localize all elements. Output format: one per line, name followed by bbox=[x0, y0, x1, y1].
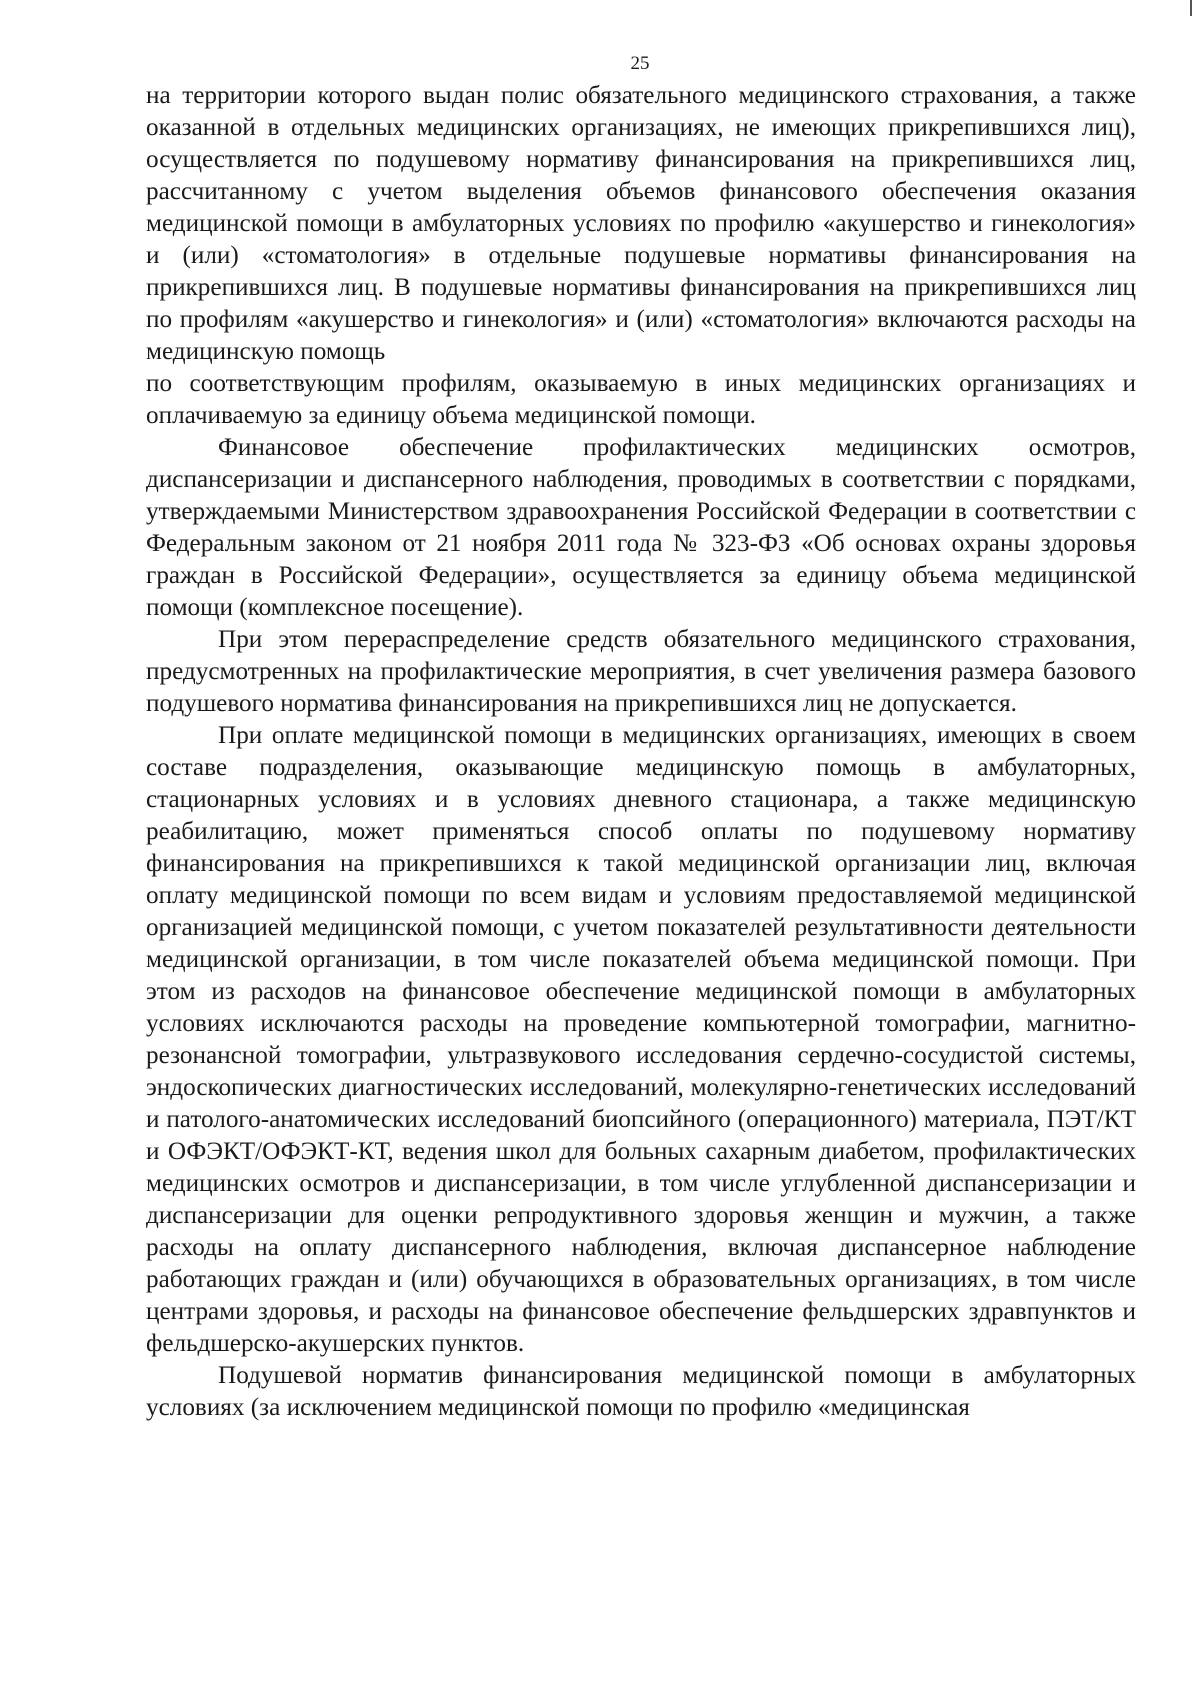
page-number: 25 bbox=[630, 53, 650, 74]
paragraph-redistribution: При этом перераспределение средств обязательного медицинского страхования, предусмотренных на профилактические мероприятия, в счет увеличения размера базового подушевого норматива финансирования на прикрепившихся лиц не допускается. bbox=[146, 626, 1136, 717]
paragraph-per-capita-standard: Подушевой норматив финансирования медицинской помощи в амбулаторных условиях (за исключением медицинской помощи по профилю «медицинская bbox=[146, 1362, 1136, 1421]
paragraph-payment-method: При оплате медицинской помощи в медицинских организациях, имеющих в своем составе подразделения, оказывающие медицинскую помощь в амбулаторных, стационарных условиях и в условиях дневного стационара, а также медицинскую реабилитацию, может применяться способ оплаты по подушевому нормативу финансирования на прикрепившихся к такой медицинской организации лиц, включая оплату медицинской помощи по всем видам и условиям предоставляемой медицинской организацией медицинской помощи, с учетом показателей результативности деятельности медицинской организации, в том числе показателей объема медицинской помощи. При этом из расходов на финансовое обеспечение медицинской помощи в амбулаторных условиях исключаются расходы на проведение компьютерной томографии, магнитно-резонансной томографии, ультразвукового исследования сердечно-сосудистой системы, эндоскопических диагностических исследований, молекулярно-генетических исследований и патолого-анатомических исследований биопсийного (операционного) материала, ПЭТ/КТ и ОФЭКТ/ОФЭКТ-КТ, ведения школ для больных сахарным диабетом, профилактических медицинских осмотров и диспансеризации, в том числе углубленной диспансеризации и диспансеризации для оценки репродуктивного здоровья женщин и мужчин, а также расходы на оплату диспансерного наблюдения, включая диспансерное наблюдение работающих граждан и (или) обучающихся в образовательных организациях, в том числе центрами здоровья, и расходы на финансовое обеспечение фельдшерских здравпунктов и фельдшерско-акушерских пунктов. bbox=[146, 722, 1136, 1357]
paragraph-continuation: на территории которого выдан полис обязательного медицинского страхования, а также оказанной в отдельных медицинских организациях, не имеющих прикрепившихся лиц), осуществляется по подушевому нормативу финансирования на прикрепившихся лиц, рассчитанному с учетом выделения объемов финансового обеспечения оказания медицинской помощи в амбулаторных условиях по профилю «акушерство и гинекология» и (или) «стоматология» в отдельные подушевые нормативы финансирования на прикрепившихся лиц. В подушевые нормативы финансирования на прикрепившихся лиц по профилям «акушерство и гинекология» и (или) «стоматология» включаются расходы на медицинскую помощь bbox=[146, 82, 1136, 365]
document-body bbox=[146, 80, 1136, 1424]
paragraph-financing-checkups: Финансовое обеспечение профилактических медицинских осмотров, диспансеризации и диспансерного наблюдения, проводимых в соответствии с порядками, утверждаемыми Министерством здравоохранения Российской Федерации в соответствии с Федеральным законом от 21 ноября 2011 года № 323-ФЗ «Об основах охраны здоровья граждан в Российской Федерации», осуществляется за единицу объема медицинской помощи (комплексное посещение). bbox=[146, 434, 1136, 621]
paragraph-continuation-line: по соответствующим профилям, оказываемую в иных медицинских организациях и оплачиваемую за единицу объема медицинской помощи. bbox=[146, 370, 1136, 429]
page-edge-mark bbox=[1190, 0, 1192, 16]
